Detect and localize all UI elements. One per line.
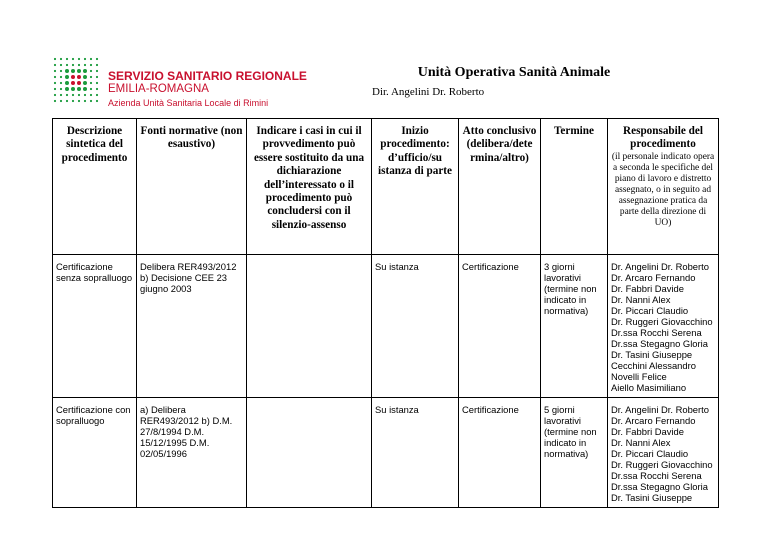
responsabile-name: Novelli Felice [611,371,667,382]
logo-dot [54,94,56,96]
responsabile-name: Aiello Masimiliano [611,382,687,393]
logo-line2: EMILIA-ROMAGNA [108,83,209,95]
cell-atto: Certificazione [459,255,541,398]
logo-dot [54,100,56,102]
logo-dot [90,100,92,102]
page-title [0,65,768,81]
logo-dots-icon [52,56,104,108]
procedures-table [52,118,719,508]
cell-fonti: a) Delibera RER493/2012 b) D.M. 27/8/1994 D.M. 15/12/1995 D.M. 02/05/1996 [137,398,247,508]
logo-dot [83,81,87,85]
responsabile-name: Dr. Nanni Alex [611,294,671,305]
logo-dot [72,94,74,96]
table-header-row [53,119,719,255]
logo-dot [72,100,74,102]
cell-termine: 5 giorni lavorativi (termine non indicato in normativa) [541,398,608,508]
logo-dot [71,87,75,91]
responsabile-name: Dr. Arcaro Fernando [611,415,696,426]
responsabile-name: Dr. Fabbri Davide [611,283,684,294]
logo-dot [77,81,81,85]
page-subtitle: Dir. Angelini Dr. Roberto [372,86,485,98]
responsabile-name: Dr.ssa Rocchi Serena [611,327,702,338]
responsabile-name: Dr. Arcaro Fernando [611,272,696,283]
page-title-text: Unità Operativa Sanità Animale [417,65,611,80]
logo-dot [65,81,69,85]
logo-dot [60,88,62,90]
responsabile-name: Dr. Piccari Claudio [611,448,689,459]
responsabile-name: Dr.ssa Stegagno Gloria [611,481,708,492]
logo-dot [66,94,68,96]
responsabile-name: Dr. Angelini Dr. Roberto [611,404,709,415]
cell-atto: Certificazione [459,398,541,508]
responsabile-name: Dr. Piccari Claudio [611,305,689,316]
column-header: Fonti normative (non esaustivo) [137,119,247,255]
responsabile-name: Dr.ssa Rocchi Serena [611,470,702,481]
logo-dot [78,94,80,96]
logo-dot [71,81,75,85]
logo-dot [84,94,86,96]
table-row [53,398,719,508]
column-header-label: Responsabile del procedimento [623,125,703,151]
column-header-responsabile [608,119,719,255]
cell-inizio: Su istanza [372,255,459,398]
column-header: Descrizione sintetica del procedimento [53,119,137,255]
logo-dot [72,58,74,60]
cell-responsabili [608,255,719,398]
column-header: Atto conclusivo (delibera/dete rmina/altro) [459,119,541,255]
logo-dot [54,82,56,84]
logo-dot [83,87,87,91]
logo-dot [54,88,56,90]
cell-responsabili [608,398,719,508]
responsabile-name: Dr.ssa Stegagno Gloria [611,338,708,349]
cell-casi [247,255,372,398]
logo-dot [54,58,56,60]
logo-dot [84,100,86,102]
column-header: Indicare i casi in cui il provvedimento può essere sostituito da una dichiarazione dell’interessato o il procedimento può concludersi con il silenzio-assenso [247,119,372,255]
cell-casi [247,398,372,508]
cell-inizio: Su istanza [372,398,459,508]
logo-dot [90,88,92,90]
logo-dot [84,58,86,60]
logo-dot [78,58,80,60]
logo-dot [90,58,92,60]
cell-descrizione: Certificazione senza sopralluogo [53,255,137,398]
responsabile-name: Dr. Tasini Giuseppe [611,349,693,360]
responsabile-name: Dr. Angelini Dr. Roberto [611,261,709,272]
logo-line3: Azienda Unità Sanitaria Locale di Rimini [108,98,269,108]
logo-dot [90,82,92,84]
responsabile-name: Dr. Ruggeri Giovacchino [611,316,713,327]
responsabile-name: Dr. Fabbri Davide [611,426,684,437]
logo-dot [66,100,68,102]
logo-dot [96,88,98,90]
logo-dot [65,87,69,91]
logo-dot [60,100,62,102]
logo-dot [60,94,62,96]
logo-dot [66,58,68,60]
logo-dot [96,58,98,60]
logo-line1: SERVIZIO SANITARIO REGIONALE [108,69,307,83]
logo-dot [96,100,98,102]
logo-dot [78,100,80,102]
logo-dot [77,87,81,91]
column-header: Termine [541,119,608,255]
responsabile-name: Dr. Tasini Giuseppe [611,492,693,503]
logo-dot [60,58,62,60]
logo-dot [60,82,62,84]
table-row [53,255,719,398]
responsabile-name: Dr. Nanni Alex [611,437,671,448]
responsabile-note: (il personale indicato opera a seconda le specifiche del piano di lavoro e distretto assegnato, o in seguito ad assegnazione pratica da parte della direzione di UO) [611,151,715,228]
responsabile-name: Cecchini Alessandro [611,360,696,371]
cell-fonti: Delibera RER493/2012 b) Decisione CEE 23 giugno 2003 [137,255,247,398]
logo-dot [90,94,92,96]
logo-dot [96,94,98,96]
responsabile-name: Dr. Ruggeri Giovacchino [611,459,713,470]
column-header: Inizio procedimento: d’ufficio/su istanza di parte [372,119,459,255]
cell-termine: 3 giorni lavorativi (termine non indicato in normativa) [541,255,608,398]
logo-dot [96,82,98,84]
cell-descrizione: Certificazione con sopralluogo [53,398,137,508]
